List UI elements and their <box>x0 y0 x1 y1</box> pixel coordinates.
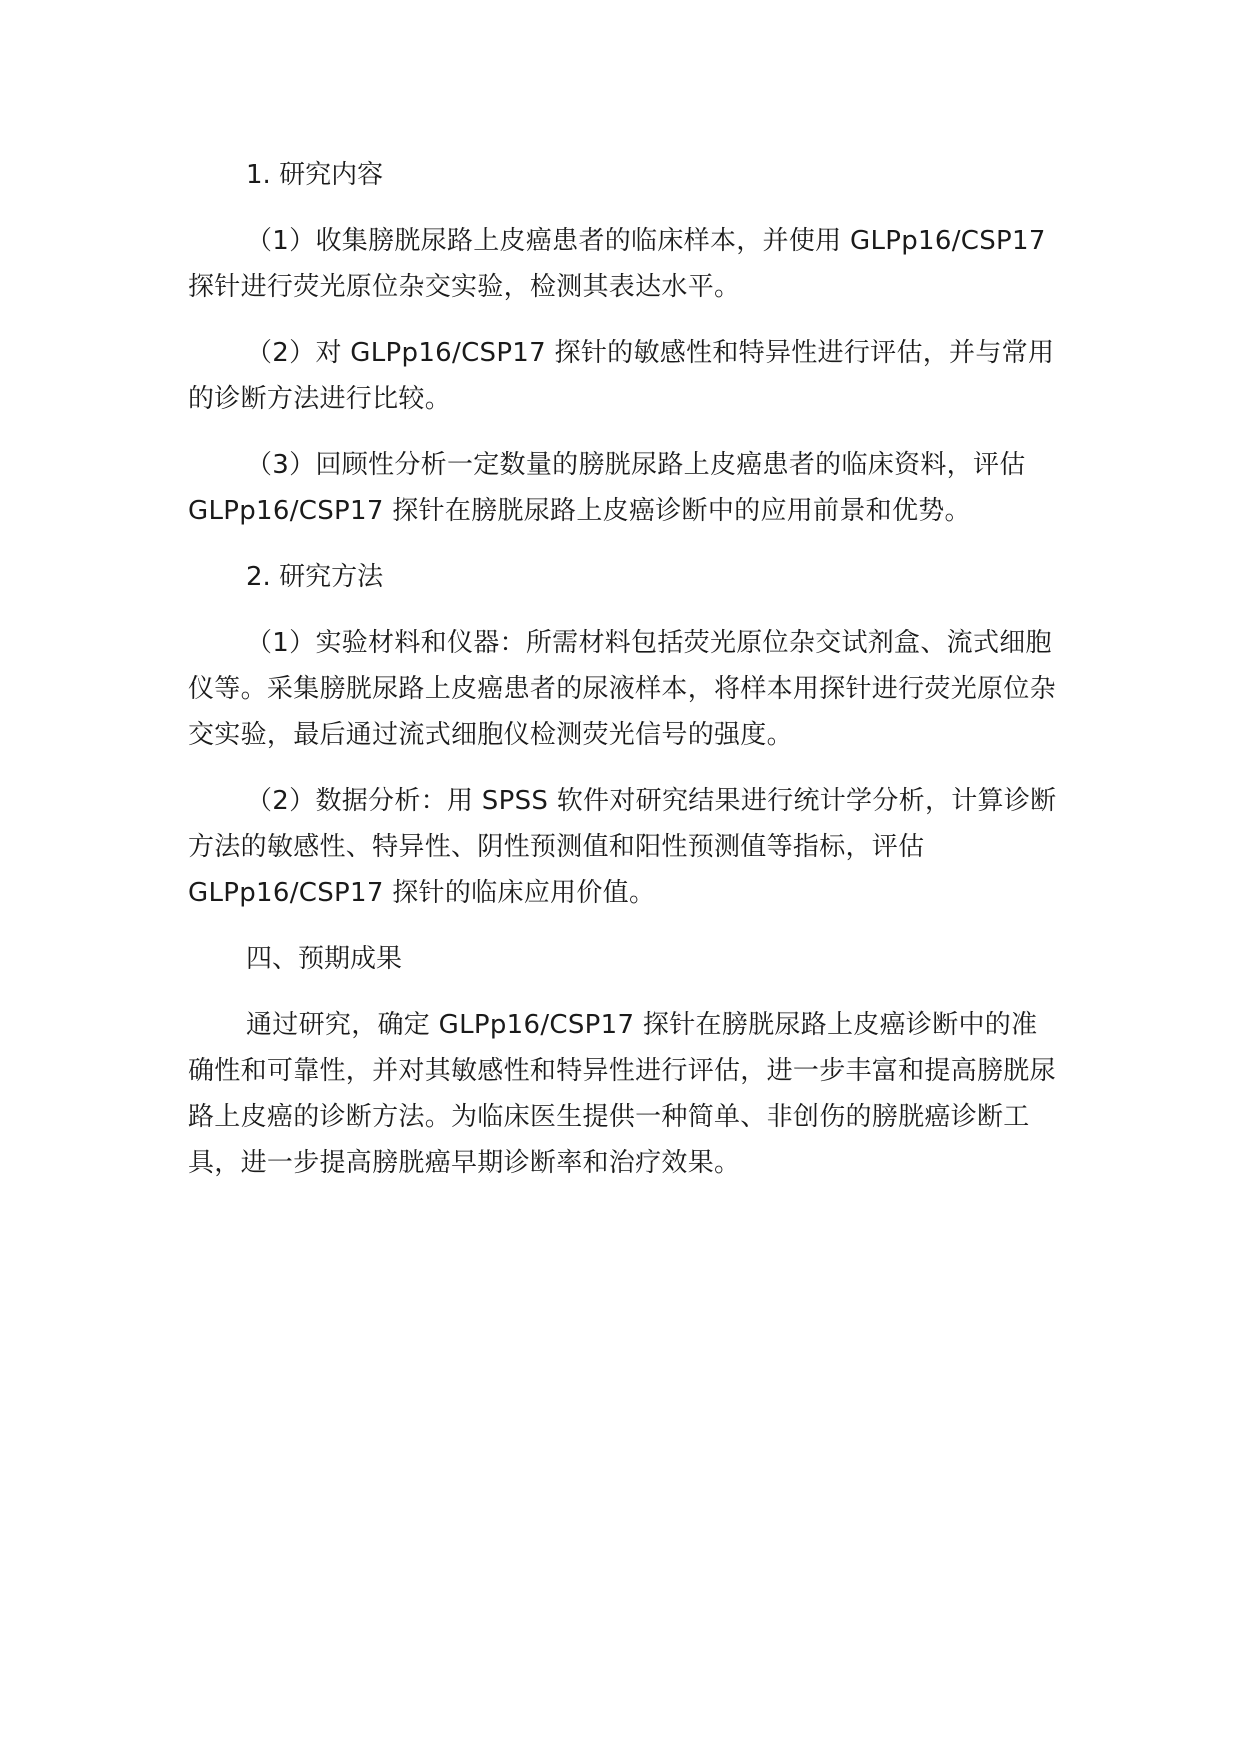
paragraph-method-1: （1）实验材料和仪器：所需材料包括荧光原位杂交试剂盒、流式细胞仪等。采集膀胱尿路上皮癌患者的尿液样本，将样本用探针进行荧光原位杂交实验，最后通过流式细胞仪检测荧光信号的强度。 <box>188 628 1056 750</box>
paragraph-content-1: （1）收集膀胱尿路上皮癌患者的临床样本，并使用 GLPp16/CSP17 探针进行荧光原位杂交实验，检测其表达水平。 <box>188 226 1046 302</box>
section-heading-expected-results: 四、预期成果 <box>246 944 403 974</box>
document-page <box>188 152 1058 1206</box>
paragraph-method-2: （2）数据分析：用 SPSS 软件对研究结果进行统计学分析，计算诊断方法的敏感性、特异性、阴性预测值和阳性预测值等指标，评估 GLPp16/CSP17 探针的临床应用价值。 <box>188 786 1057 908</box>
paragraph-expected-results: 通过研究，确定 GLPp16/CSP17 探针在膀胱尿路上皮癌诊断中的准确性和可靠性，并对其敏感性和特异性进行评估，进一步丰富和提高膀胱尿路上皮癌的诊断方法。为临床医生提供一种简单、非创伤的膀胱癌诊断工具，进一步提高膀胱癌早期诊断率和治疗效果。 <box>188 1010 1056 1178</box>
paragraph-content-2: （2）对 GLPp16/CSP17 探针的敏感性和特异性进行评估，并与常用的诊断方法进行比较。 <box>188 338 1055 414</box>
section-heading-research-content: 1. 研究内容 <box>246 160 384 190</box>
paragraph-content-3: （3）回顾性分析一定数量的膀胱尿路上皮癌患者的临床资料，评估 GLPp16/CSP17 探针在膀胱尿路上皮癌诊断中的应用前景和优势。 <box>188 450 1026 526</box>
section-heading-research-method: 2. 研究方法 <box>246 562 384 592</box>
